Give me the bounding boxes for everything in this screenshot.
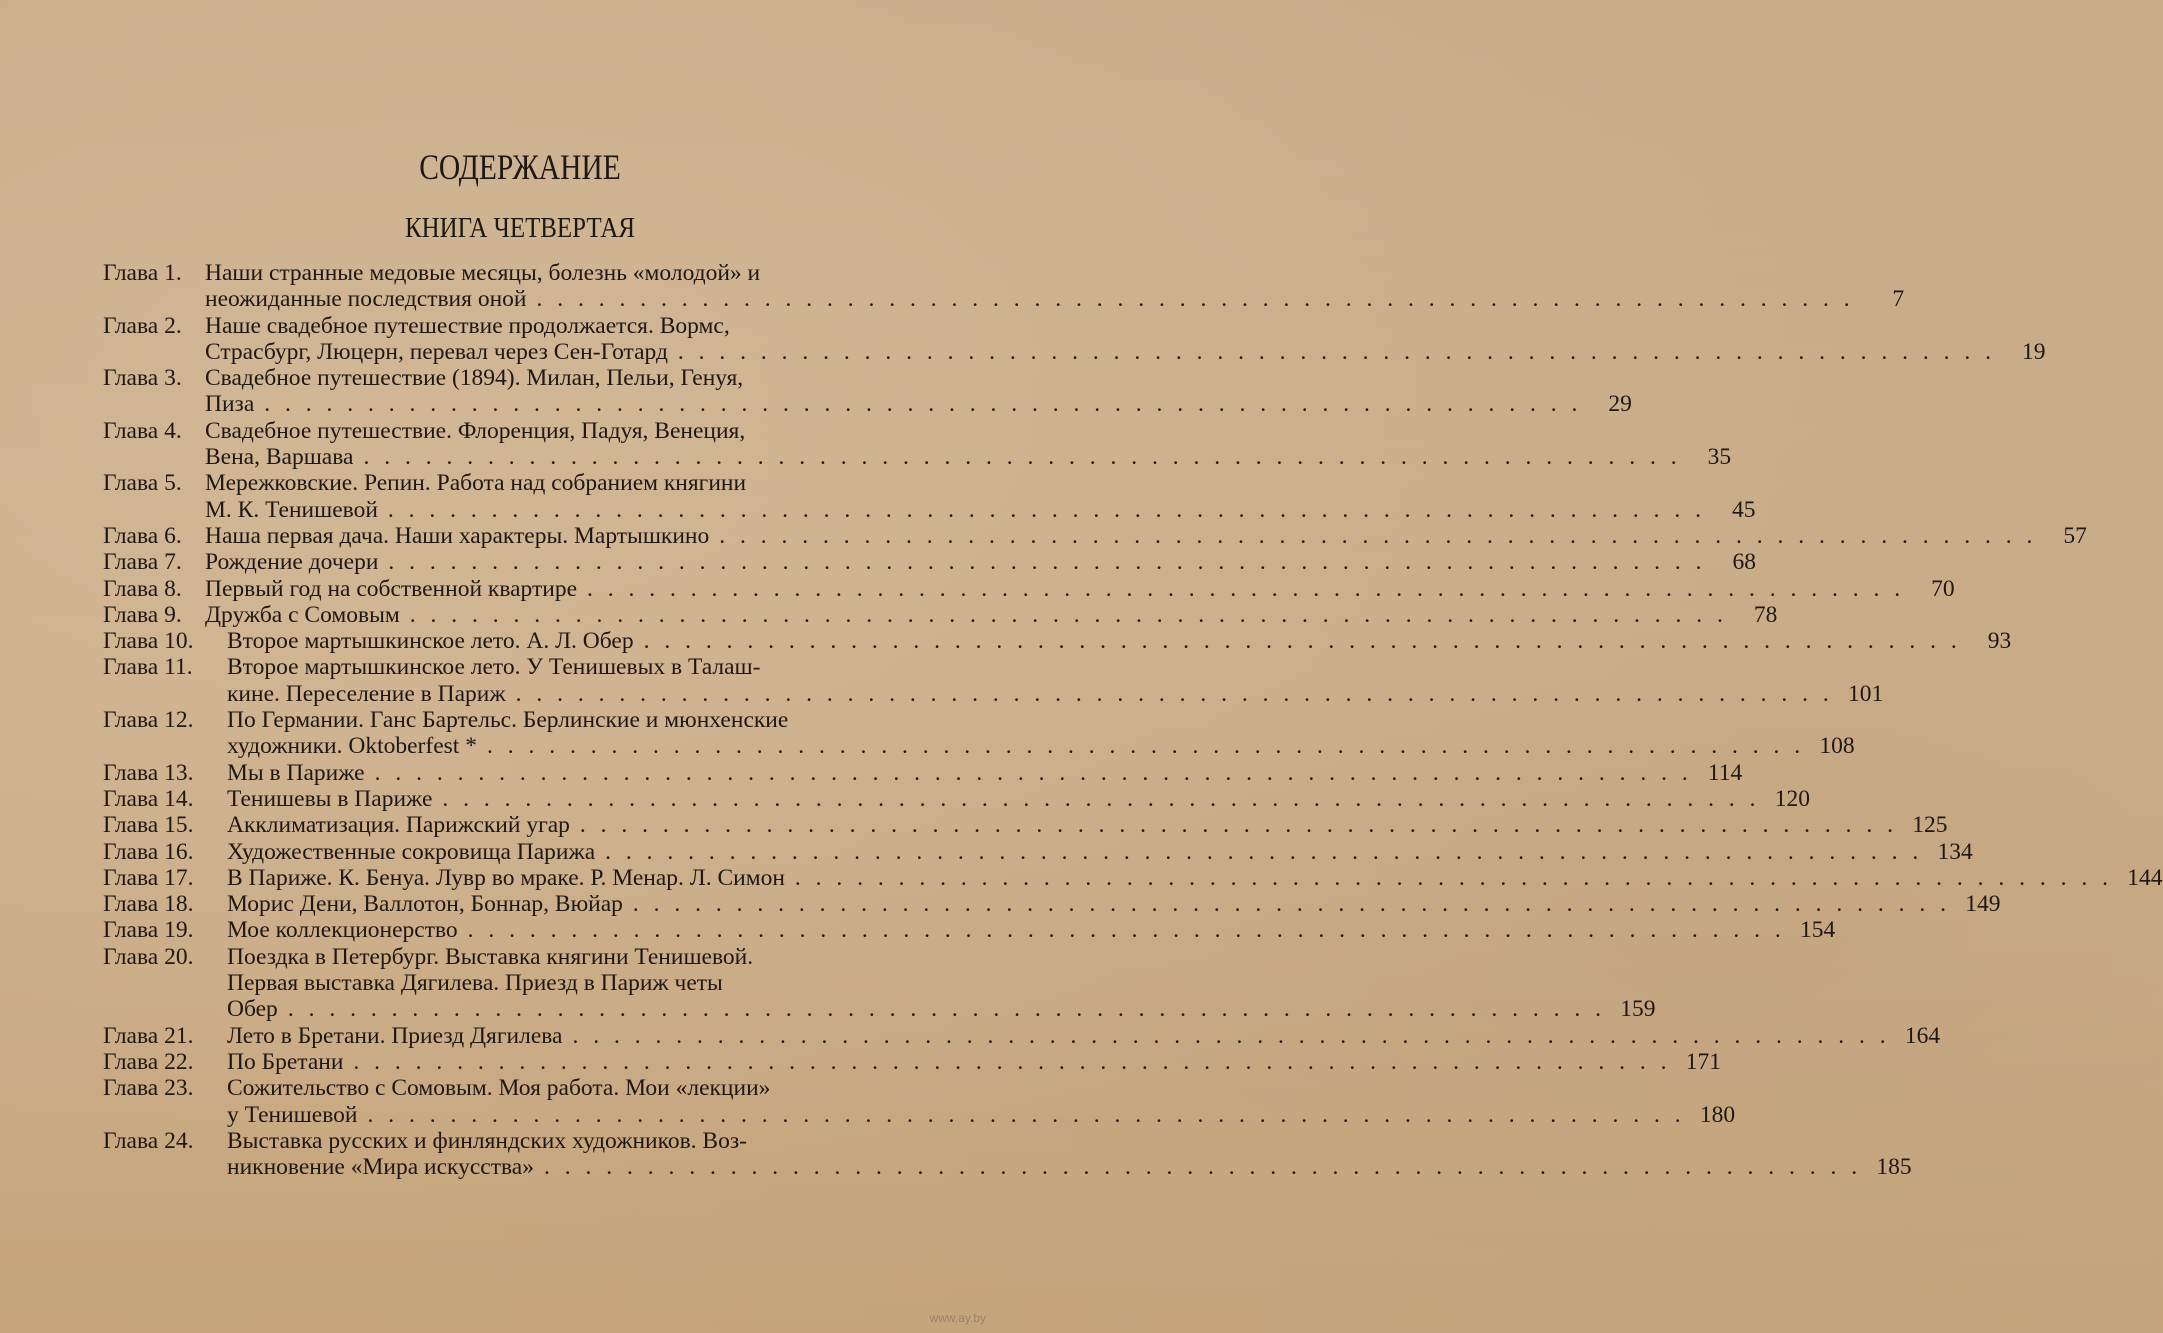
chapter-label: Глава 21. <box>103 1022 194 1049</box>
page-number: 185 <box>1876 1154 1912 1181</box>
chapter-label: Глава 18. <box>103 891 194 918</box>
dot-leader <box>785 865 2113 891</box>
dot-leader <box>526 286 1854 312</box>
chapter-label: Глава 7. <box>103 549 182 576</box>
chapter-label: Глава 24. <box>103 1127 194 1154</box>
toc-entry <box>103 575 1955 602</box>
dot-leader <box>477 733 1805 759</box>
dot-leader <box>623 891 1951 917</box>
chapter-title-line: М. К. Тенишевой <box>205 496 378 523</box>
dot-leader <box>353 444 1681 470</box>
toc-entry <box>103 759 1743 786</box>
toc-entry <box>103 470 1756 523</box>
page-number: 180 <box>1699 1101 1736 1128</box>
chapter-title-line: художники. Oktoberfest * <box>227 733 477 760</box>
chapter-label: Глава 15. <box>103 812 194 839</box>
chapter-title-line: неожиданные последствия оной <box>205 286 527 313</box>
dot-leader <box>378 549 1706 575</box>
page-number: 45 <box>1732 496 1756 523</box>
chapter-title-line: В Париже. К. Бенуа. Лувр во мраке. Р. Менар. Л. Симон <box>227 864 785 891</box>
dot-leader <box>343 1049 1671 1075</box>
chapter-title-line: Наше свадебное путешествие продолжается. Вормс, <box>205 312 730 339</box>
chapter-label: Глава 6. <box>103 522 182 549</box>
chapter-title-line: Морис Дени, Валлотон, Боннар, Вюйар <box>227 891 623 918</box>
page-number: 171 <box>1685 1048 1722 1075</box>
toc-entry <box>103 864 2163 891</box>
chapter-title-line: Мережковские. Репин. Работа над собранием княгини <box>205 470 747 497</box>
page-number: 125 <box>1912 812 1948 839</box>
dot-leader <box>634 628 1962 654</box>
watermark: www.ay.by <box>929 1311 986 1325</box>
toc-entry <box>103 917 1836 944</box>
chapter-label: Глава 5. <box>103 470 182 497</box>
chapter-title-line: кине. Переселение в Париж <box>227 680 506 707</box>
chapter-label: Глава 3. <box>103 365 182 392</box>
chapter-title-line: Наша первая дача. Наши характеры. Мартышкино <box>205 522 710 549</box>
toc-entry <box>103 707 1855 760</box>
chapter-title-line: Поездка в Петербург. Выставка княгини Тенишевой. <box>227 943 754 970</box>
table-of-contents <box>103 260 2163 1181</box>
dot-leader <box>668 339 1996 365</box>
page-number: 29 <box>1608 391 1632 418</box>
chapter-label: Глава 20. <box>103 943 194 970</box>
chapter-title-line: Мое коллекционерство <box>227 917 458 944</box>
chapter-title-line: Лето в Бретани. Приезд Дягилева <box>227 1022 563 1049</box>
dot-leader <box>570 812 1898 838</box>
toc-entry <box>103 654 1884 707</box>
page-number: 7 <box>1892 286 1905 313</box>
page-number: 114 <box>1707 759 1743 786</box>
toc-entry <box>103 628 2012 655</box>
chapter-title-line: Пиза <box>205 391 255 418</box>
page-number: 57 <box>2063 522 2087 549</box>
chapter-title-line: Выставка русских и финляндских художников. Воз- <box>227 1127 747 1154</box>
dot-leader <box>709 523 2037 549</box>
page-number: 78 <box>1753 601 1778 628</box>
chapter-title-line: Обер <box>227 996 278 1023</box>
chapter-title-line: По Германии. Ганс Бартельс. Берлинские и мюнхенские <box>227 707 789 734</box>
chapter-title-line: Первая выставка Дягилева. Приезд в Париж четы <box>227 970 723 997</box>
page-number: 134 <box>1937 838 1973 865</box>
toc-entry <box>103 522 2087 549</box>
chapter-title-line: Вена, Варшава <box>205 444 354 471</box>
toc-entry <box>103 601 1778 628</box>
page-number: 101 <box>1848 680 1884 707</box>
chapter-label: Глава 14. <box>103 785 194 812</box>
dot-leader <box>562 1023 1890 1049</box>
dot-leader <box>278 996 1606 1022</box>
chapter-label: Глава 16. <box>103 838 194 865</box>
chapter-title-line: Свадебное путешествие. Флоренция, Падуя, Венеция, <box>205 417 746 444</box>
chapter-label: Глава 9. <box>103 601 182 628</box>
chapter-title-line: никновение «Мира искусства» <box>227 1154 534 1181</box>
toc-entry <box>103 260 1905 313</box>
dot-leader <box>254 391 1582 417</box>
chapter-label: Глава 22. <box>103 1048 194 1075</box>
dot-leader <box>400 602 1728 628</box>
dot-leader <box>506 681 1834 707</box>
dot-leader <box>378 497 1706 523</box>
toc-entry <box>103 417 1732 471</box>
toc-entry <box>103 1075 1736 1128</box>
page-number: 35 <box>1707 444 1732 471</box>
page-title: СОДЕРЖАНИЕ <box>419 147 621 187</box>
reverse-page-bleed-through <box>100 10 980 140</box>
chapter-title-line: Второе мартышкинское лето. У Тенишевых в Талаш- <box>227 654 761 681</box>
chapter-label: Глава 19. <box>103 917 194 944</box>
chapter-title-line: Второе мартышкинское лето. А. Л. Обер <box>227 628 634 655</box>
dot-leader <box>357 1102 1685 1128</box>
page-number: 120 <box>1774 785 1811 812</box>
chapter-label: Глава 1. <box>103 260 182 286</box>
chapter-label: Глава 12. <box>103 707 194 734</box>
book-subtitle: КНИГА ЧЕТВЕРТАЯ <box>405 212 635 244</box>
page-number: 68 <box>1732 549 1757 576</box>
chapter-label: Глава 8. <box>103 575 182 602</box>
chapter-title-line: По Бретани <box>227 1048 344 1075</box>
chapter-title-line: Наши странные медовые месяцы, болезнь «молодой» и <box>205 260 761 286</box>
page-number: 144 <box>2127 864 2163 891</box>
dot-leader <box>458 917 1786 943</box>
toc-entry <box>103 549 1757 576</box>
chapter-title-line: Мы в Париже <box>227 759 365 786</box>
chapter-label: Глава 4. <box>103 417 182 444</box>
chapter-label: Глава 2. <box>103 312 182 339</box>
page-number: 93 <box>1987 628 2012 655</box>
toc-entry <box>103 365 1632 418</box>
page-number: 70 <box>1931 575 1955 602</box>
page-number: 159 <box>1620 996 1656 1023</box>
page-number: 164 <box>1904 1022 1941 1049</box>
page-number: 154 <box>1800 917 1836 944</box>
dot-leader <box>432 786 1760 812</box>
toc-entry <box>103 891 2001 918</box>
dot-leader <box>577 576 1905 602</box>
chapter-title-line: Свадебное путешествие (1894). Милан, Пельи, Генуя, <box>205 365 744 392</box>
page-number: 19 <box>2022 338 2046 365</box>
toc-entry <box>103 785 1811 812</box>
toc-entry <box>103 312 2046 366</box>
page-number: 108 <box>1819 733 1855 760</box>
chapter-label: Глава 17. <box>103 864 194 891</box>
chapter-title-line: Страсбург, Люцерн, перевал через Сен-Готард <box>205 338 668 365</box>
toc-entry <box>103 1048 1722 1075</box>
chapter-title-line: Дружба с Сомовым <box>205 601 400 628</box>
page-number: 149 <box>1965 891 2001 918</box>
chapter-title-line: Рождение дочери <box>205 549 379 576</box>
chapter-title-line: Тенишевы в Париже <box>227 785 433 812</box>
toc-entry <box>103 838 1973 865</box>
dot-leader <box>595 839 1923 865</box>
chapter-title-line: у Тенишевой <box>227 1101 358 1128</box>
toc-entry <box>103 943 1656 1023</box>
chapter-title-line: Сожительство с Сомовым. Моя работа. Мои «лекции» <box>227 1075 771 1102</box>
toc-entry <box>103 1127 1912 1181</box>
chapter-label: Глава 10. <box>103 628 194 655</box>
toc-entry <box>103 812 1948 839</box>
chapter-title-line: Акклиматизация. Парижский угар <box>227 812 570 839</box>
toc-entry <box>103 1022 1941 1049</box>
chapter-title-line: Первый год на собственной квартире <box>205 575 578 602</box>
chapter-title-line: Художественные сокровища Парижа <box>227 838 596 865</box>
dot-leader <box>534 1154 1862 1180</box>
chapter-label: Глава 23. <box>103 1075 194 1102</box>
dot-leader <box>365 760 1693 786</box>
chapter-label: Глава 11. <box>103 654 193 681</box>
chapter-label: Глава 13. <box>103 759 194 786</box>
